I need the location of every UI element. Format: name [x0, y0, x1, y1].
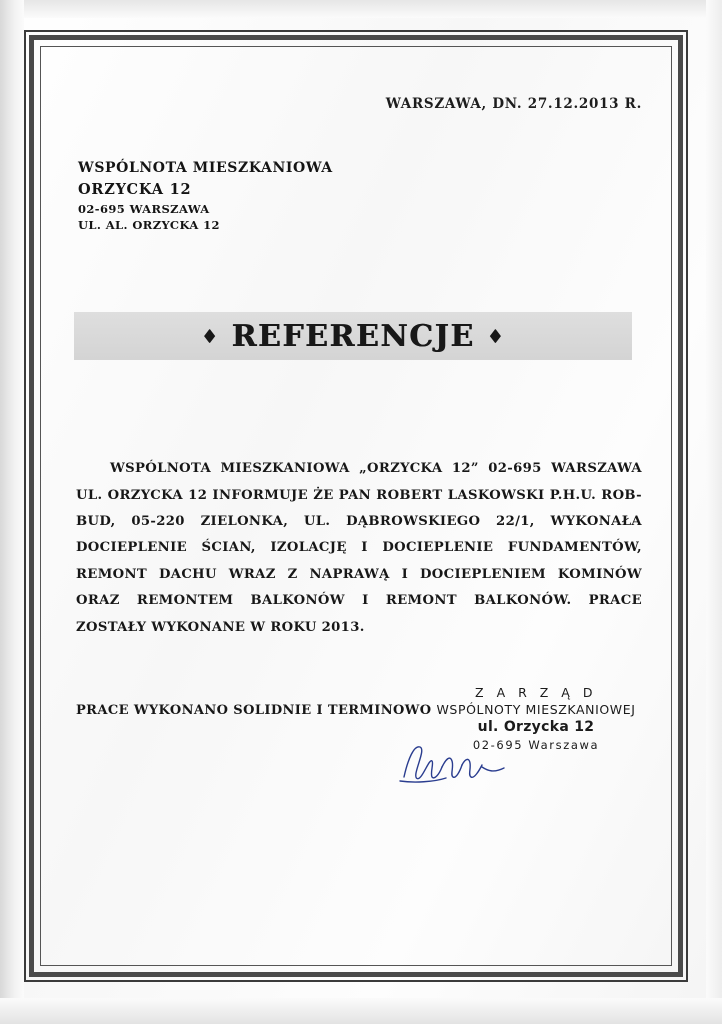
addressee-line-1: WSPÓLNOTA MIESZKANIOWA	[78, 160, 333, 176]
page-title: REFERENCJE	[231, 318, 475, 354]
document-content	[56, 62, 656, 950]
addressee-line-3: 02-695 WARSZAWA	[78, 201, 210, 216]
footer-note: PRACE WYKONANO SOLIDNIE I TERMINOWO	[76, 702, 432, 718]
stamp-line-1: Z A R Z Ą D	[475, 684, 597, 700]
stamp-line-3: ul. Orzycka 12	[477, 718, 595, 735]
footer-block	[56, 685, 656, 805]
diamond-icon-right: ♦	[486, 325, 506, 348]
date-line: WARSZAWA, DN. 27.12.2013 R.	[385, 96, 642, 112]
handwritten-signature-icon	[394, 737, 524, 793]
body-paragraph-text: WSPÓLNOTA MIESZKANIOWA „ORZYCKA 12” 02-695 WARSZAWA UL. ORZYCKA 12 INFORMUJE ŻE PAN ROBERT LASKOWSKI P.H.U. ROB-BUD, 05-220 ZIELONKA, UL. DĄBROWSKIEGO 22/1, WYKONAŁA DOCIEPLENIE ŚCIAN, IZOLACJĘ I DOCIEPLENIE FUNDAMENTÓW, REMONT DACHU WRAZ Z NAPRAWĄ I DOCIEPLENIEM KOMINÓW ORAZ REMONTEM BALKONÓW I REMONT BALKONÓW. PRACE ZOSTAŁY WYKONANE W ROKU 2013.	[76, 461, 642, 635]
scan-edge-top	[0, 0, 722, 18]
addressee-line-4: UL. AL. ORZYCKA 12	[78, 218, 220, 233]
stamp-line-4: 02-695 Warszawa	[472, 737, 600, 752]
scan-edge-right	[706, 0, 722, 1024]
addressee-line-2: ORZYCKA 12	[78, 181, 192, 198]
scan-edge-bottom	[0, 998, 722, 1024]
diamond-icon-left: ♦	[200, 325, 220, 348]
title-banner	[74, 312, 632, 360]
body-paragraph	[56, 456, 656, 641]
scan-edge-left	[0, 0, 24, 1024]
addressee-block	[56, 158, 656, 234]
title-text-wrapper	[189, 319, 517, 354]
stamp-line-2: WSPÓLNOTY MIESZKANIOWEJ	[436, 701, 636, 717]
